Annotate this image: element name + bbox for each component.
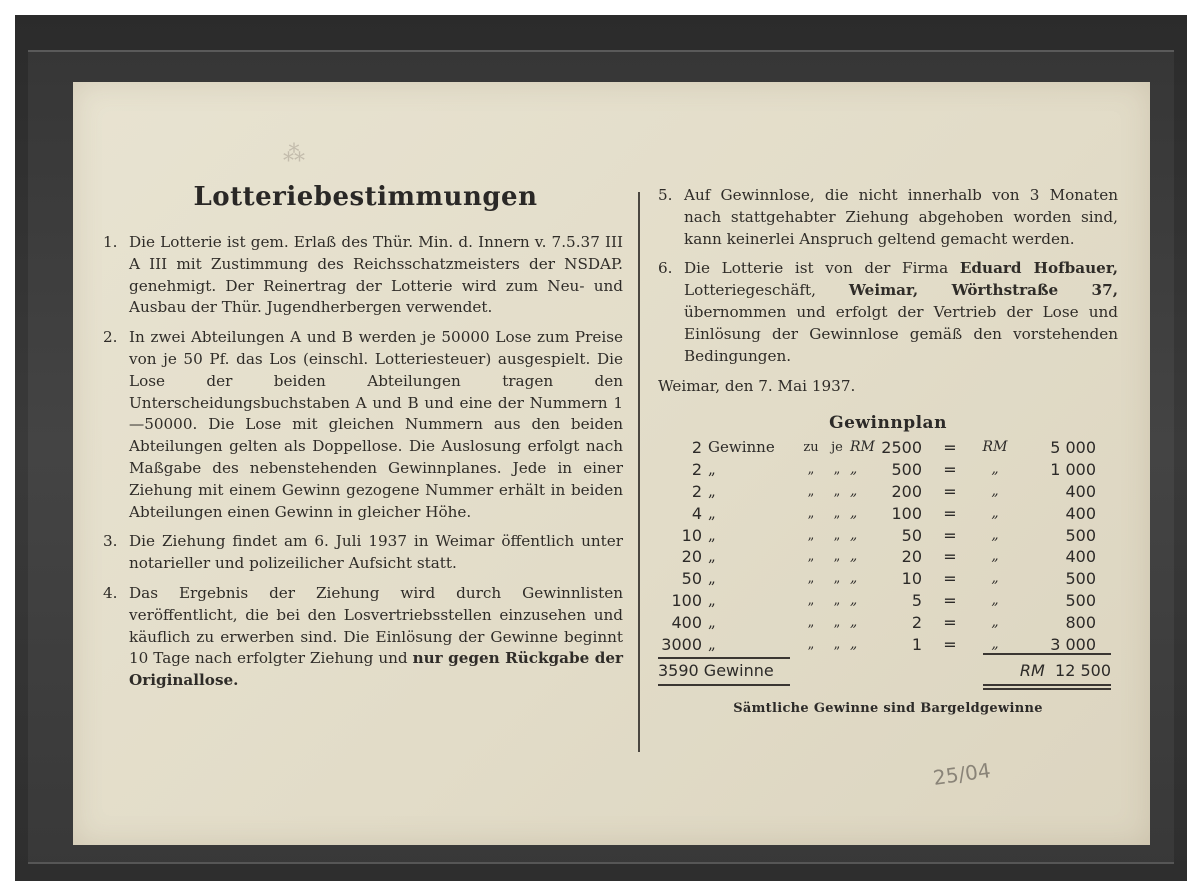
prize-zu: „ <box>807 505 815 521</box>
rule-number: 5. <box>658 186 673 204</box>
prize-label: „ <box>708 590 716 609</box>
rule-text: Die Ziehung findet am 6. Juli 1937 in Weimar öffentlich unter notarieller und polizeilicher Aufsicht statt. <box>129 532 623 573</box>
prize-currency: „ <box>850 526 858 543</box>
prize-currency: RM <box>850 439 875 456</box>
prize-label: „ <box>708 460 716 479</box>
prize-plan-row <box>658 612 1096 634</box>
prize-count: 2 <box>691 438 702 458</box>
prize-currency-total: „ <box>991 570 999 587</box>
prize-je: „ <box>833 614 841 630</box>
equals-sign: = <box>943 590 957 610</box>
prize-unit-value: 20 <box>901 547 922 567</box>
prize-currency-total: „ <box>991 591 999 608</box>
prize-je: „ <box>833 549 841 565</box>
prize-plan <box>658 437 1118 687</box>
prize-unit-value: 1 <box>911 634 922 654</box>
prize-row-total: 400 <box>1065 547 1096 567</box>
prize-currency: „ <box>850 504 858 521</box>
prize-plan-row <box>658 525 1096 547</box>
prize-count: 100 <box>671 590 702 610</box>
prize-je: „ <box>833 483 841 499</box>
prize-currency-total: „ <box>991 461 999 478</box>
prize-currency-total: „ <box>991 482 999 499</box>
prize-label: „ <box>708 525 716 544</box>
prize-currency-total: „ <box>991 635 999 652</box>
rule-4 <box>103 583 623 692</box>
prize-currency: „ <box>850 613 858 630</box>
prize-label: „ <box>708 547 716 566</box>
prize-unit-value: 200 <box>891 481 922 501</box>
prize-zu: „ <box>807 571 815 587</box>
rule-1 <box>103 232 623 319</box>
faint-stamp-mark: ⁂ <box>283 142 305 167</box>
prize-je: „ <box>833 505 841 521</box>
rule-5 <box>658 185 1118 250</box>
prize-plan-row <box>658 590 1096 612</box>
equals-sign: = <box>943 438 957 458</box>
prize-zu: zu <box>803 440 819 456</box>
firm-address: Weimar, Wörthstraße 37, <box>848 281 1118 300</box>
prize-unit-value: 50 <box>901 525 922 545</box>
prize-zu: „ <box>807 549 815 565</box>
prize-zu: „ <box>807 614 815 630</box>
rule-text-mid: Lotteriegeschäft, <box>684 281 849 300</box>
prize-label: „ <box>708 612 716 631</box>
equals-sign: = <box>943 569 957 589</box>
prize-je: „ <box>833 571 841 587</box>
rule-number: 2. <box>103 328 118 347</box>
prize-row-total: 3 000 <box>1050 634 1096 654</box>
prize-unit-value: 2500 <box>881 438 922 458</box>
equals-sign: = <box>943 481 957 501</box>
page-title: Lotteriebestimmungen <box>193 182 538 212</box>
pencil-annotation: 25/04 <box>931 758 993 790</box>
prize-count: 10 <box>681 525 702 545</box>
prize-currency: „ <box>850 482 858 499</box>
firm-name: Eduard Hofbauer, <box>959 259 1119 278</box>
prize-label: „ <box>708 481 716 500</box>
rule-text-pre: Die Lotterie ist von der Firma <box>684 259 960 278</box>
prize-unit-value: 500 <box>891 460 922 480</box>
prize-plan-title: Gewinnplan <box>829 413 947 434</box>
prize-currency-total: „ <box>991 548 999 565</box>
prize-count: 4 <box>691 503 702 523</box>
equals-sign: = <box>943 634 957 654</box>
prize-currency-total: „ <box>991 504 999 521</box>
prize-currency: „ <box>850 461 858 478</box>
prize-currency-total: RM <box>982 439 1008 456</box>
total-underline-left <box>658 684 790 686</box>
prize-plan-row <box>658 481 1096 503</box>
total-double-rule-1 <box>983 684 1111 686</box>
rule-text-wrap <box>129 583 623 692</box>
prize-unit-value: 10 <box>901 569 922 589</box>
prize-plan-row <box>658 546 1096 568</box>
prize-count: 50 <box>681 569 702 589</box>
total-value: 12 500 <box>1055 661 1111 681</box>
total-prize-sum <box>988 661 1111 680</box>
prize-je: „ <box>833 636 841 652</box>
left-column <box>103 232 623 700</box>
rule-text-emphasis: nur gegen Rückgabe der Originallose. <box>129 649 623 690</box>
prize-unit-value: 5 <box>911 590 922 610</box>
prize-currency: „ <box>850 591 858 608</box>
prize-plan-table <box>658 437 1096 655</box>
prize-label: „ <box>708 503 716 522</box>
rule-text: Das Ergebnis der Ziehung wird durch Gewinnlisten veröffentlicht, die bei den Losvertriebsstellen einzusehen und käuflich zu erwerben sind. Die Einlösung der Gewinne beginnt 10 Tage nach erfolgter Ziehung und <box>129 583 623 668</box>
currency-label: RM <box>1019 661 1045 681</box>
equals-sign: = <box>943 612 957 632</box>
prize-currency: „ <box>850 570 858 587</box>
prize-unit-value: 2 <box>911 612 922 632</box>
prize-count: 3000 <box>661 634 702 654</box>
column-divider <box>638 192 640 752</box>
lottery-ticket-back <box>73 82 1150 845</box>
prize-count: 20 <box>681 547 702 567</box>
total-rule-left <box>658 657 790 659</box>
total-double-rule-2 <box>983 688 1111 690</box>
right-column <box>658 185 1118 716</box>
prize-zu: „ <box>807 636 815 652</box>
prize-count: 2 <box>691 481 702 501</box>
rule-text-wrap <box>684 258 1118 367</box>
prize-label: „ <box>708 634 716 653</box>
prize-je: „ <box>833 592 841 608</box>
prize-label: Gewinne <box>708 438 775 457</box>
prize-zu: „ <box>807 527 815 543</box>
prize-row-total: 5 000 <box>1050 438 1096 458</box>
prize-je: „ <box>833 527 841 543</box>
prize-row-total: 1 000 <box>1050 460 1096 480</box>
prize-plan-row <box>658 459 1096 481</box>
prize-zu: „ <box>807 483 815 499</box>
rule-6 <box>658 258 1118 367</box>
prize-row-total: 800 <box>1065 612 1096 632</box>
prize-row-total: 500 <box>1065 590 1096 610</box>
date-line: Weimar, den 7. Mai 1937. <box>658 377 856 396</box>
total-rule-right <box>983 653 1111 655</box>
prize-row-total: 400 <box>1065 481 1096 501</box>
prize-label: „ <box>708 569 716 588</box>
rule-text: Auf Gewinnlose, die nicht innerhalb von 3 Monaten nach stattgehabter Ziehung abgehoben worden sind, kann keinerlei Anspruch geltend gemacht werden. <box>684 186 1118 248</box>
rule-2 <box>103 327 623 523</box>
total-prize-count: 3590 Gewinne <box>658 661 774 681</box>
prize-je: „ <box>833 462 841 478</box>
prize-currency-total: „ <box>991 613 999 630</box>
prize-row-total: 500 <box>1065 525 1096 545</box>
equals-sign: = <box>943 525 957 545</box>
prize-count: 2 <box>691 460 702 480</box>
equals-sign: = <box>943 503 957 523</box>
rule-number: 3. <box>103 532 118 551</box>
prize-je: je <box>831 440 843 456</box>
prize-plan-row <box>658 568 1096 590</box>
footer-note: Sämtliche Gewinne sind Bargeldgewinne <box>733 701 1043 717</box>
rule-text-post: übernommen und erfolgt der Vertrieb der Lose und Einlösung der Gewinnlose gemäß den vorstehenden Bedingungen. <box>684 302 1118 365</box>
equals-sign: = <box>943 460 957 480</box>
prize-plan-total <box>658 657 1118 687</box>
prize-zu: „ <box>807 592 815 608</box>
rule-number: 6. <box>658 259 673 278</box>
prize-row-total: 500 <box>1065 569 1096 589</box>
rule-text: Die Lotterie ist gem. Erlaß des Thür. Min. d. Innern v. 7.5.37 III A III mit Zustimmung des Reichsschatzmeisters der NSDAP. genehmigt. Der Reinertrag der Lotterie wird zum Neu- und Ausbau der Thür. Jugendherbergen verwendet. <box>129 233 623 317</box>
prize-row-total: 400 <box>1065 503 1096 523</box>
prize-currency-total: „ <box>991 526 999 543</box>
rule-number: 1. <box>103 233 118 251</box>
equals-sign: = <box>943 547 957 567</box>
prize-unit-value: 100 <box>891 503 922 523</box>
prize-currency: „ <box>850 635 858 652</box>
rule-text: In zwei Abteilungen A und B werden je 50000 Lose zum Preise von je 50 Pf. das Los (einschl. Lotteriesteuer) ausgespielt. Die Lose der beiden Abteilungen tragen den Unterscheidungsbuchstaben A und B und eine der Nummern 1—50000. Die Lose mit gleichen Nummern aus den beiden Abteilungen gelten als Doppellose. Die Auslosung erfolgt nach Maßgabe des nebenstehenden Gewinnplanes. Jede in einer Ziehung mit einem Gewinn gezogene Nummer erhält in beiden Abteilungen einen Gewinn in gleicher Höhe. <box>129 328 623 521</box>
prize-plan-row <box>658 503 1096 525</box>
rule-number: 4. <box>103 583 118 602</box>
prize-plan-row <box>658 437 1096 459</box>
prize-zu: „ <box>807 462 815 478</box>
prize-count: 400 <box>671 612 702 632</box>
prize-currency: „ <box>850 548 858 565</box>
rule-3 <box>103 531 623 575</box>
prize-plan-row <box>658 634 1096 656</box>
